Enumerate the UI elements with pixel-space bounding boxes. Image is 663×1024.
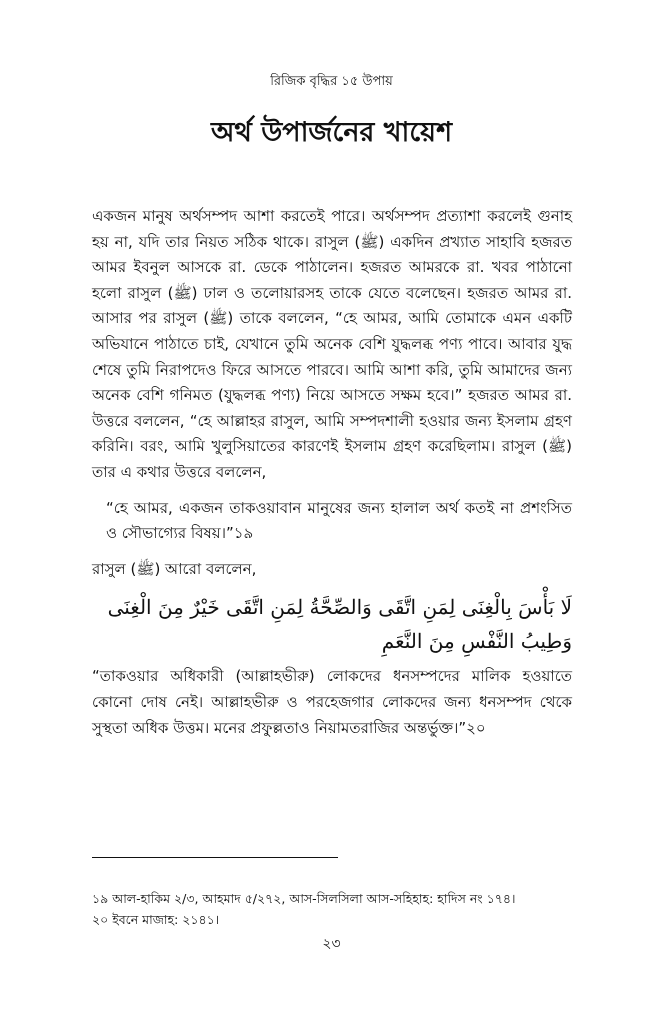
body-text [92,204,572,741]
paragraph-1: একজন মানুষ অর্থসম্পদ আশা করতেই পারে। অর্থসম্পদ প্রত্যাশা করলেই গুনাহ হয় না, যদি তার নিয়ত সঠিক থাকে। রাসুল (ﷺ) একদিন প্রখ্যাত সাহাবি হজরত আমর ইবনুল আসকে রা. ডেকে পাঠালেন। হজরত আমরকে রা. খবর পাঠানো হলো রাসুল (ﷺ) ঢাল ও তলোয়ারসহ তাকে যেতে বলেছেন। হজরত আমর রা. আসার পর রাসুল (ﷺ) তাকে বললেন, “হে আমর, আমি তোমাকে এমন একটি অভিযানে পাঠাতে চাই, যেখানে তুমি অনেক বেশি যুদ্ধলব্ধ পণ্য পাবে। আবার যুদ্ধ শেষে তুমি নিরাপদেও ফিরে আসতে পারবে। আমি আশা করি, তুমি আমাদের জন্য অনেক বেশি গনিমত (যুদ্ধলব্ধ পণ্য) নিয়ে আসতে সক্ষম হবে।” হজরত আমর রা. উত্তরে বললেন, “হে আল্লাহর রাসুল, আমি সম্পদশালী হওয়ার জন্য ইসলাম গ্রহণ করিনি। বরং, আমি খুলুসিয়াতের কারণেই ইসলাম গ্রহণ করেছিলাম। রাসুল (ﷺ) তার এ কথার উত্তরে বললেন, [92,207,573,481]
lead-in: রাসুল (ﷺ) আরো বললেন, [92,559,257,578]
hadith-quote: “হে আমর, একজন তাকওয়াবান মানুষের জন্য হালাল অর্থ কতই না প্রশংসিত ও সৌভাগ্যের বিষয়।”১৯ [106,498,572,543]
running-head: রিজিক বৃদ্ধির ১৫ উপায় [270,74,393,89]
footnotes [92,888,572,930]
arabic-hadith: لَا بَأْسَ بِالْغِنَى لِمَنِ اتَّقَى وَالصِّحَّةُ لِمَنِ اتَّقَى خَيْرٌ مِنَ الْغِنَى وَطِيبُ النَّفْسِ مِنَ النَّعَمِ [107,595,572,654]
chapter-title: অর্থ উপার্জনের খায়েশ [210,117,453,148]
footnote-19: ১৯ আল-হাকিম ২/৩, আহমাদ ৫/২৭২, আস-সিলসিলা আস-সহিহাহ: হাদিস নং ১৭৪। [92,891,516,906]
page-number: ২৩ [322,936,341,952]
hadith-translation: “তাকওয়ার অধিকারী (আল্লাহভীরু) লোকদের ধনসম্পদের মালিক হওয়াতে কোনো দোষ নেই। আল্লাহভীরু ও পরহেজগার লোকদের জন্য ধনসম্পদ থেকে সুস্থতা অধিক উত্তম। মনের প্রফুল্লতাও নিয়ামতরাজির অন্তর্ভুক্ত।”২০ [92,667,572,737]
footnote-divider [92,857,338,858]
footnote-20: ২০ ইবনে মাজাহ: ২১৪১। [92,912,220,927]
